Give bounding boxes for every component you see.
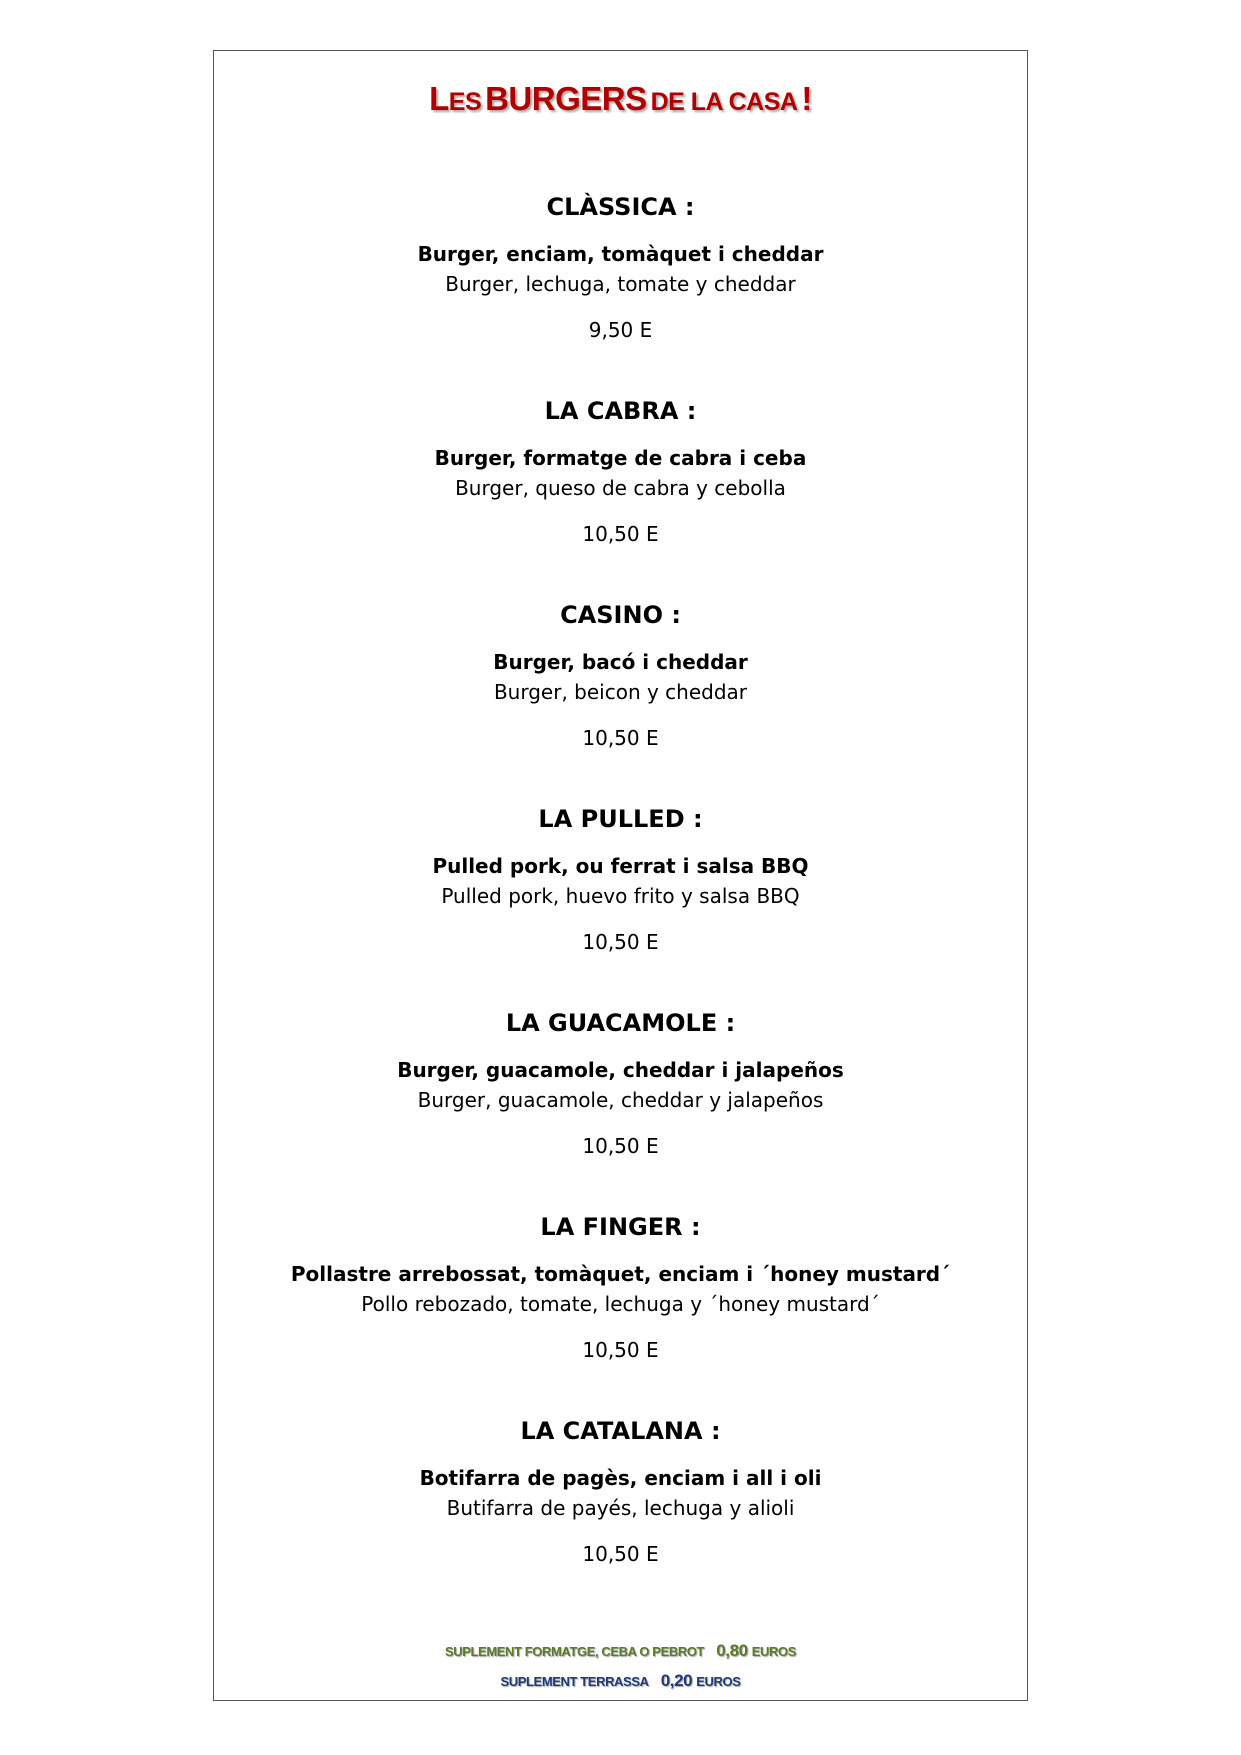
item-name: LA PULLED :: [538, 805, 703, 833]
item-price: 10,50 E: [582, 726, 659, 750]
menu-item-la-cabra: [213, 396, 1028, 547]
item-name: CLÀSSICA :: [546, 193, 695, 221]
item-name: LA CABRA :: [544, 397, 697, 425]
item-desc-ca: Botifarra de pagès, enciam i all i oli: [419, 1466, 822, 1490]
menu-item-la-finger: [213, 1212, 1028, 1363]
menu-title: LES BURGERS DE LA CASA !: [429, 80, 812, 117]
item-desc-ca: Pulled pork, ou ferrat i salsa BBQ: [432, 854, 809, 878]
item-price: 10,50 E: [582, 1134, 659, 1158]
item-price: 10,50 E: [582, 1338, 659, 1362]
item-desc-ca: Burger, guacamole, cheddar i jalapeños: [397, 1058, 844, 1082]
supplement-cheese-onion-pepper: SUPLEMENT FORMATGE, CEBA O PEBROT 0,80 EUROS: [444, 1641, 796, 1660]
item-desc-ca: Burger, bacó i cheddar: [493, 650, 748, 674]
item-desc-es: Burger, queso de cabra y cebolla: [455, 476, 786, 500]
item-name: LA CATALANA :: [520, 1417, 721, 1445]
menu-item-la-catalana: [213, 1416, 1028, 1567]
supplement-terrace: SUPLEMENT TERRASSA 0,20 EUROS: [500, 1671, 741, 1690]
item-price: 10,50 E: [582, 930, 659, 954]
item-desc-es: Burger, beicon y cheddar: [493, 680, 748, 704]
item-name: LA FINGER :: [540, 1213, 701, 1241]
menu-item-classica: [213, 192, 1028, 343]
item-desc-es: Burger, guacamole, cheddar y jalapeños: [417, 1088, 824, 1112]
item-desc-es: Pollo rebozado, tomate, lechuga y ´honey mustard´: [361, 1292, 880, 1316]
item-price: 9,50 E: [588, 318, 653, 342]
menu-item-la-pulled: [213, 804, 1028, 955]
item-desc-ca: Burger, formatge de cabra i ceba: [434, 446, 807, 470]
menu-item-casino: [213, 600, 1028, 751]
item-name: CASINO :: [560, 601, 681, 629]
item-desc-es: Burger, lechuga, tomate y cheddar: [445, 272, 796, 296]
item-desc-es: Pulled pork, huevo frito y salsa BBQ: [441, 884, 800, 908]
item-desc-ca: Pollastre arrebossat, tomàquet, enciam i ´honey mustard´: [290, 1262, 951, 1286]
item-price: 10,50 E: [582, 522, 659, 546]
item-desc-es: Butifarra de payés, lechuga y alioli: [446, 1496, 795, 1520]
menu-item-la-guacamole: [213, 1008, 1028, 1159]
item-desc-ca: Burger, enciam, tomàquet i cheddar: [417, 242, 824, 266]
item-price: 10,50 E: [582, 1542, 659, 1566]
item-name: LA GUACAMOLE :: [505, 1009, 736, 1037]
